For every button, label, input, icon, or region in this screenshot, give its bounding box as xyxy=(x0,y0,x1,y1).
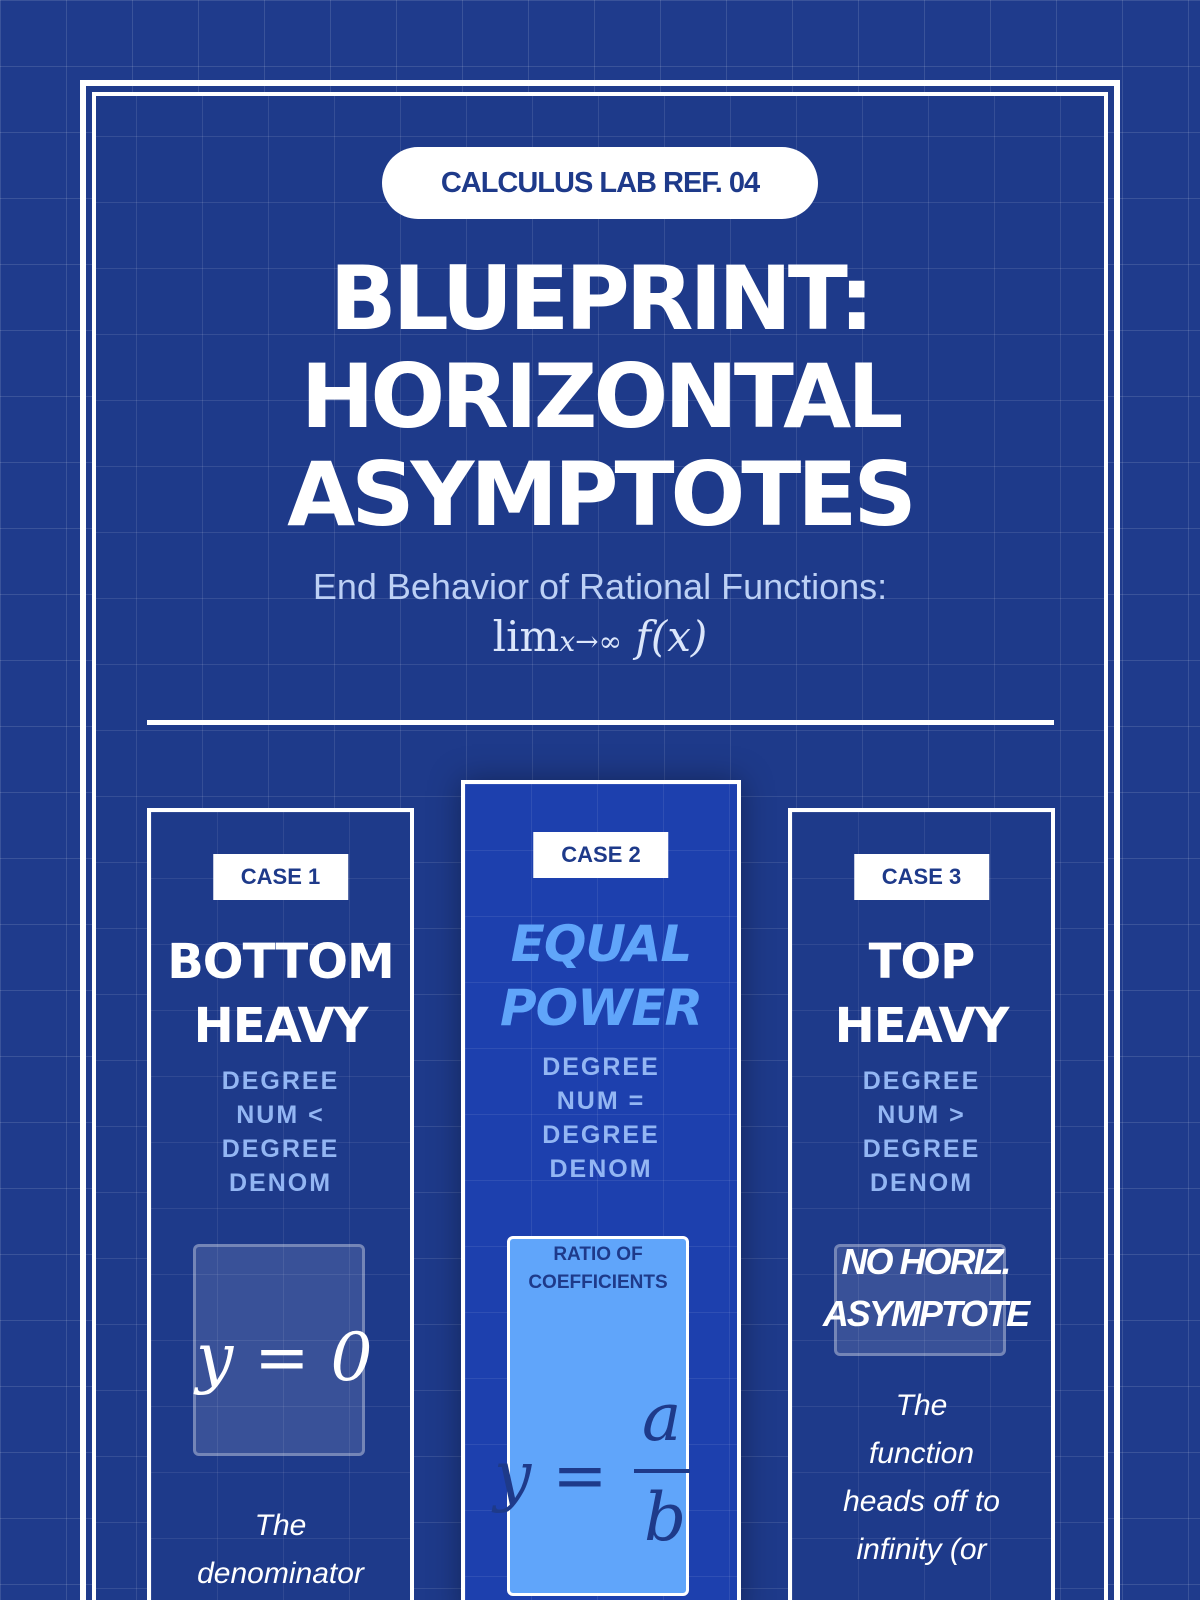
condition-line: DEGREE xyxy=(862,1135,981,1163)
description-line: heads off to xyxy=(843,1485,1000,1518)
condition-line: NUM = xyxy=(556,1087,646,1115)
limit-formula xyxy=(100,612,1100,661)
title-line-2: HORIZONTAL xyxy=(300,345,900,448)
condition-line: DEGREE xyxy=(221,1067,340,1095)
card-description xyxy=(792,1382,1051,1574)
fraction-bar xyxy=(634,1469,690,1473)
card-title xyxy=(151,930,410,1058)
ratio-label-line: RATIO OF xyxy=(553,1244,643,1265)
card-title-line: HEAVY xyxy=(834,998,1009,1054)
ratio-label xyxy=(510,1241,686,1297)
card-title xyxy=(792,930,1051,1058)
case-card-top-heavy xyxy=(788,808,1055,1600)
case-card-bottom-heavy xyxy=(147,808,414,1600)
card-description xyxy=(151,1502,410,1598)
description-line: infinity (or xyxy=(856,1533,987,1566)
card-title-line: EQUAL xyxy=(510,915,692,973)
equation-lhs: y = xyxy=(494,1437,608,1514)
ref-badge xyxy=(382,147,818,219)
condition-line: DENOM xyxy=(228,1169,333,1197)
equation: y = 0 xyxy=(196,1319,373,1396)
condition-line: DEGREE xyxy=(862,1067,981,1095)
condition-line: DEGREE xyxy=(542,1053,660,1081)
description-line: function xyxy=(868,1437,975,1470)
card-title xyxy=(465,912,737,1040)
formula-subscript: x→∞ xyxy=(559,625,622,658)
condition-line: NUM < xyxy=(236,1101,325,1129)
equation-box xyxy=(193,1244,373,1456)
condition-line: DENOM xyxy=(549,1155,653,1183)
title-line-3: ASYMPTOTES xyxy=(287,443,913,546)
condition-line: DEGREE xyxy=(221,1135,340,1163)
fraction-denominator: b xyxy=(644,1479,687,1556)
formula-lim: lim xyxy=(492,612,560,661)
no-asymptote-label xyxy=(788,1236,1055,1340)
card-title-line: BOTTOM xyxy=(167,934,394,990)
formula-expression: f(x) xyxy=(635,612,708,661)
page-title xyxy=(100,247,1100,546)
case-tag: CASE 2 xyxy=(533,832,668,878)
subtitle: End Behavior of Rational Functions: xyxy=(312,566,888,607)
case-tag: CASE 3 xyxy=(854,854,989,900)
ref-badge-label: CALCULUS LAB REF. 04 xyxy=(440,166,760,199)
card-condition xyxy=(792,1064,1051,1200)
card-title-line: HEAVY xyxy=(193,998,368,1054)
card-condition xyxy=(465,1050,737,1186)
case-card-equal-power xyxy=(461,780,741,1600)
condition-line: DEGREE xyxy=(542,1121,660,1149)
condition-line: NUM > xyxy=(877,1101,966,1129)
description-line: denominator xyxy=(197,1557,364,1590)
title-line-1: BLUEPRINT: xyxy=(329,247,871,350)
case-tag: CASE 1 xyxy=(213,854,348,900)
condition-line: DENOM xyxy=(869,1169,974,1197)
ratio-label-line: COEFFICIENTS xyxy=(528,1272,668,1293)
card-title-line: TOP xyxy=(868,934,975,990)
fraction-numerator: a xyxy=(642,1379,682,1456)
card-title-line: POWER xyxy=(500,979,702,1037)
description-line: The xyxy=(895,1389,948,1422)
description-line: The xyxy=(254,1509,307,1542)
ratio-box xyxy=(494,1236,689,1596)
result-line: ASYMPTOTE xyxy=(822,1293,1029,1334)
card-condition xyxy=(151,1064,410,1200)
section-divider xyxy=(147,720,1054,725)
result-line: NO HORIZ. xyxy=(841,1241,1010,1282)
